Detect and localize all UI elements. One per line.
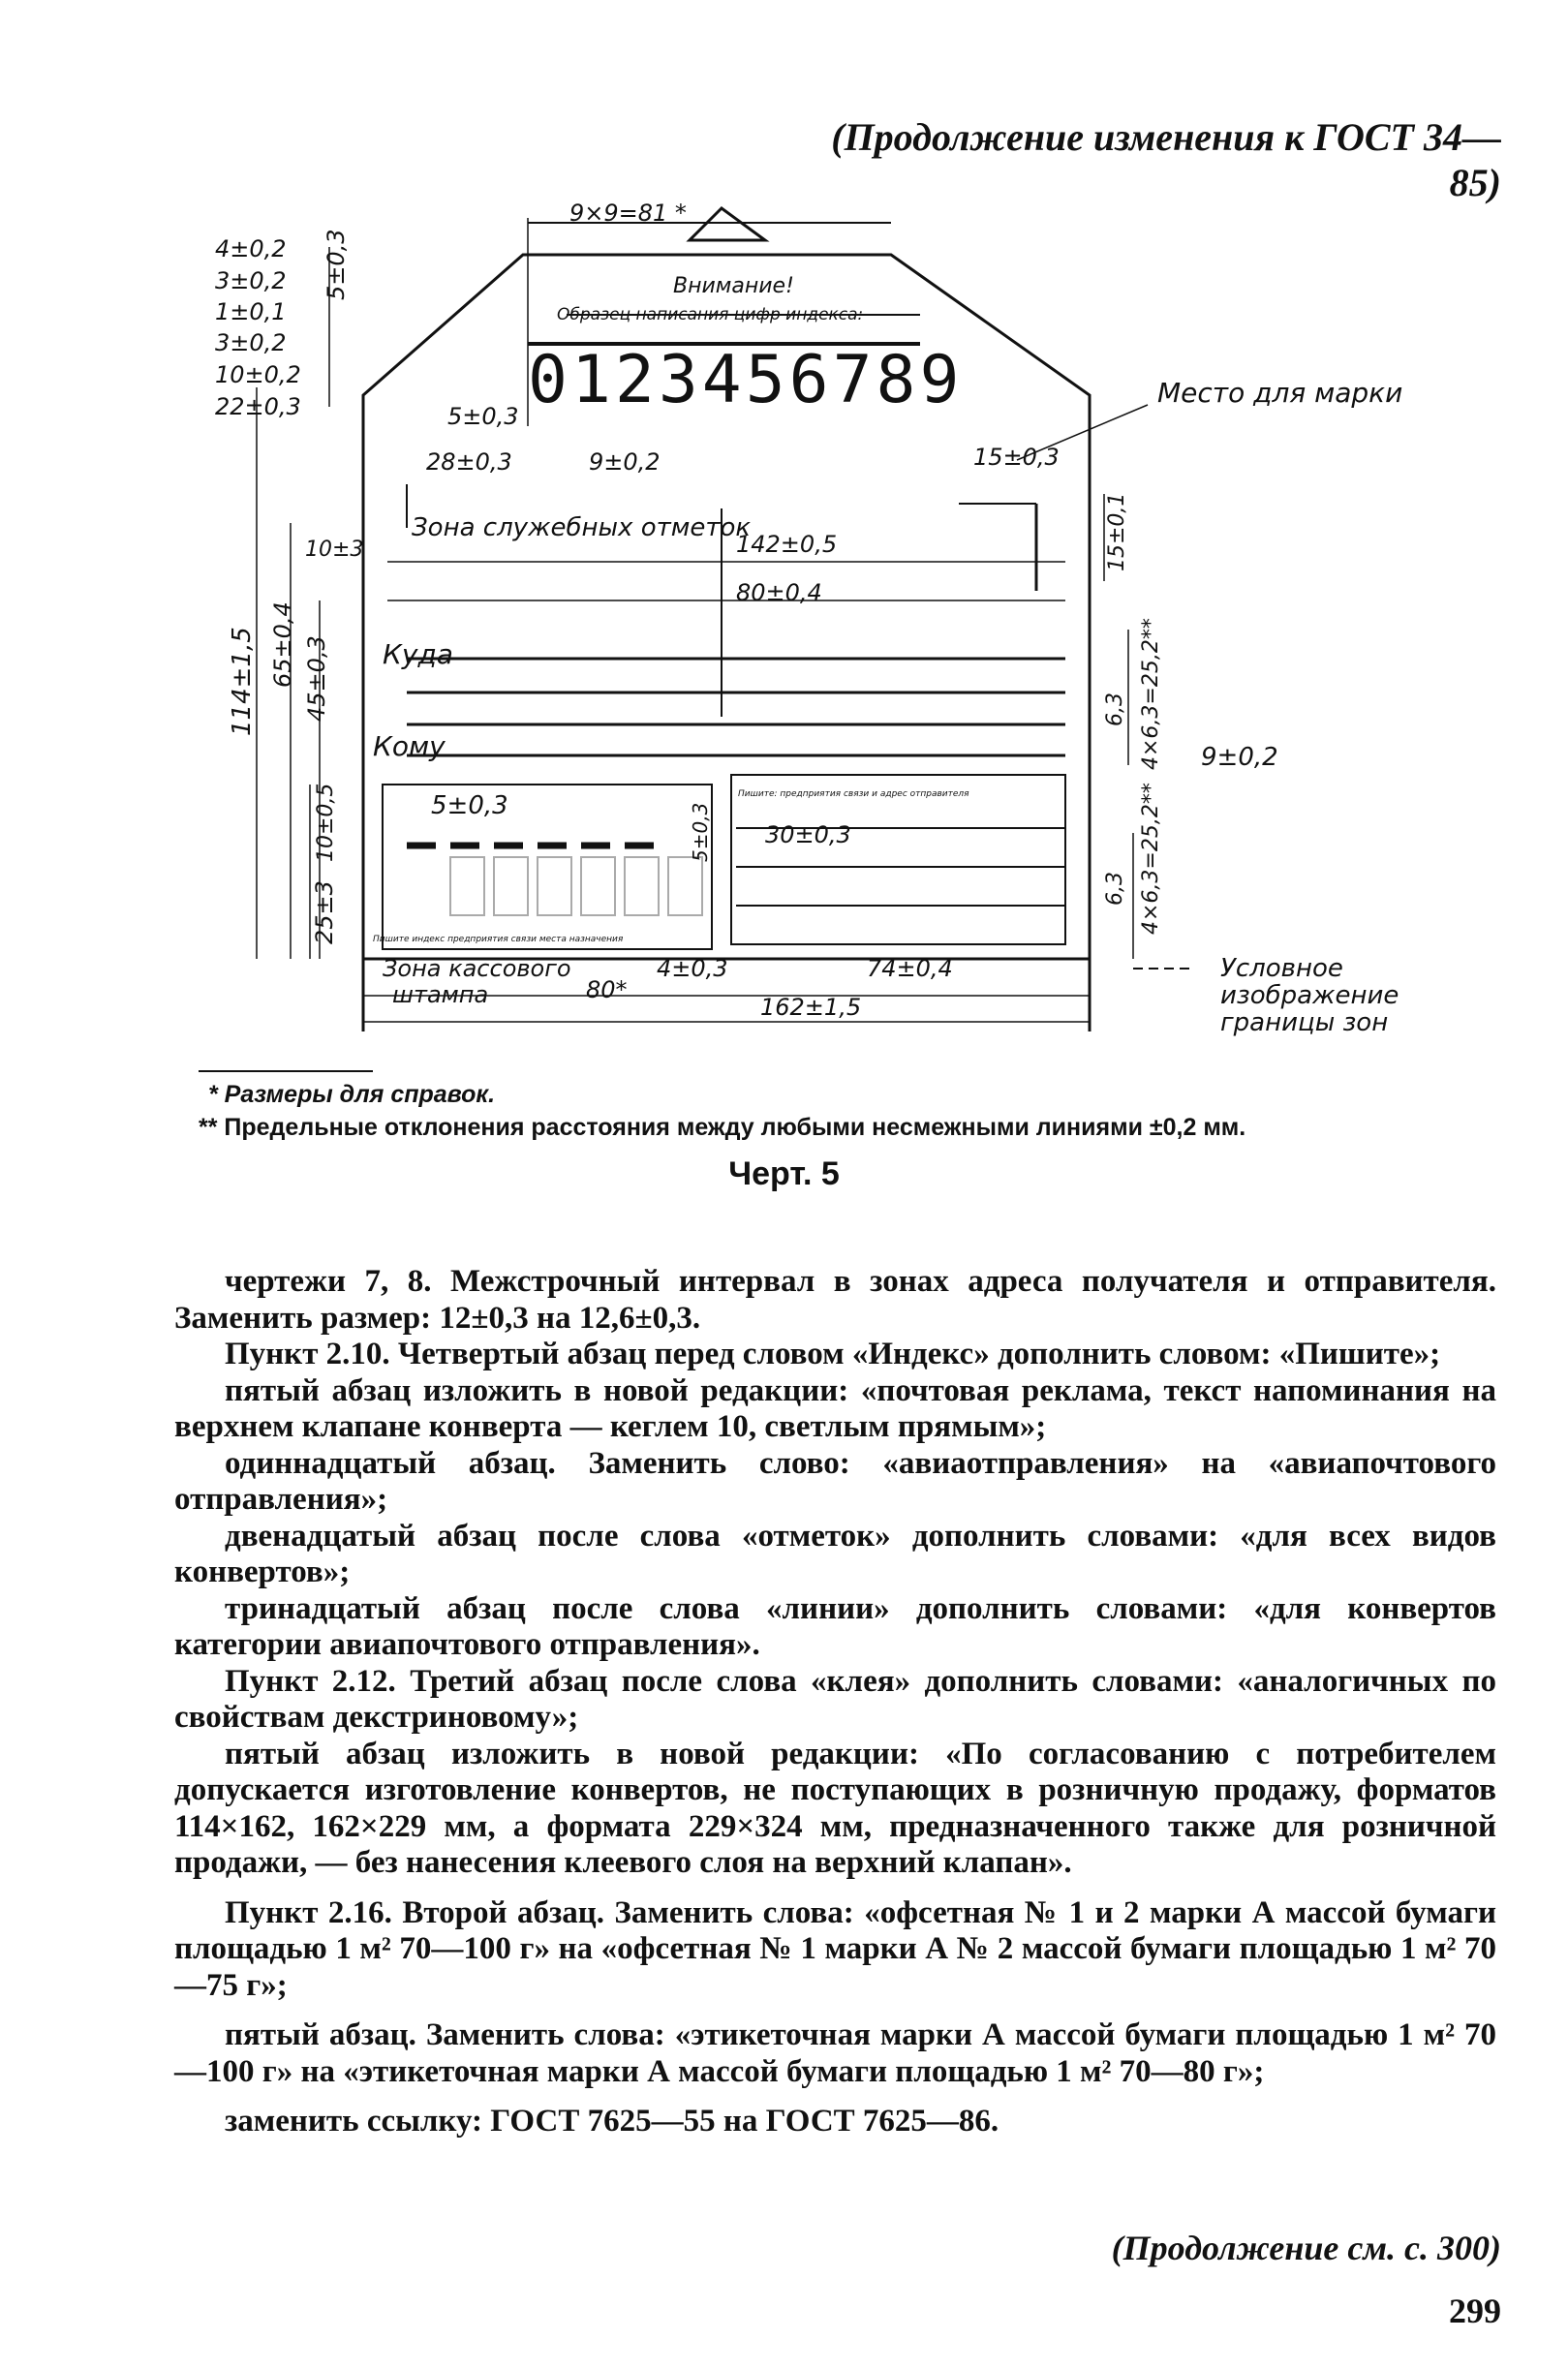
footnote-reference-sizes: * Размеры для справок. [208, 1081, 496, 1108]
dim-6-3-b: 6,3 [1103, 872, 1127, 906]
border-legend-2: изображение [1220, 981, 1399, 1010]
border-legend-1: Условное [1220, 954, 1343, 983]
dim-15-03: 15±0,3 [973, 444, 1060, 471]
zone-service-marks: Зона служебных отметок [412, 513, 752, 542]
paragraph: пятый абзац. Заменить слова: «этикеточная марки А массой бумаги площадью 1 м² 70—100 г» на «этикеточная марки А массой бумаги площадью 1 м² 70—80 г»; [174, 2017, 1496, 2089]
paragraph: Пункт 2.12. Третий абзац после слова «клея» дополнить словами: «аналогичных по свойствам декстриновому»; [174, 1663, 1496, 1735]
paragraph: пятый абзац изложить в новой редакции: «почтовая реклама, текст напоминания на верхнем клапане конверта — кеглем 10, светлым прямым»; [174, 1372, 1496, 1444]
envelope-drawing [0, 0, 1568, 1065]
dim-4x6-3-a: 4×6,3=25,2** [1139, 618, 1163, 770]
dim-9-02-top: 9±0,2 [589, 448, 661, 476]
page-number: 299 [1449, 2292, 1501, 2330]
body-text [174, 1264, 1496, 2140]
dim-45: 45±0,3 [303, 635, 330, 722]
stamp-place-label: Место для марки [1157, 377, 1403, 409]
dim-5-03-top: 5±0,3 [323, 229, 350, 300]
footnotes [199, 1070, 1496, 1144]
page-header: (Продолжение изменения к ГОСТ 34—85) [831, 115, 1501, 204]
border-legend-3: границы зон [1220, 1008, 1389, 1037]
triangle-mark [690, 208, 765, 240]
dim-4-03: 4±0,3 [657, 955, 728, 982]
left-dim-2: 3±0,2 [215, 267, 287, 294]
sender-hint: Пишите: предприятия связи и адрес отправителя [738, 789, 969, 799]
komu-label: Кому [373, 730, 446, 762]
paragraph: заменить ссылку: ГОСТ 7625—55 на ГОСТ 7625—86. [225, 2104, 999, 2139]
dim-4x6-3-b: 4×6,3=25,2** [1139, 783, 1163, 935]
warning-text: Образец написания цифр индекса: [557, 305, 864, 324]
dim-30: 30±0,3 [765, 821, 851, 848]
continued-note: (Продолжение см. с. 300) [1111, 2229, 1501, 2267]
dim-28: 28±0,3 [426, 448, 512, 476]
left-dim-6: 22±0,3 [215, 393, 301, 420]
footnote-rule [199, 1070, 373, 1072]
index-hint: Пишите индекс предприятия связи места назначения [373, 935, 624, 944]
dim-6-3-a: 6,3 [1103, 693, 1127, 726]
dim-25: 25±3 [311, 880, 338, 944]
left-dim-4: 3±0,2 [215, 329, 287, 356]
paragraph: Пункт 2.10. Четвертый абзац перед словом «Индекс» дополнить словом: «Пишите»; [225, 1337, 1441, 1371]
top-dimension: 9×9=81 * [569, 200, 687, 227]
paragraph: тринадцатый абзац после слова «линии» дополнить словами: «для конвертов категории авиапочтового отправления». [174, 1590, 1496, 1662]
dim-74: 74±0,4 [867, 955, 953, 982]
left-dim-5: 10±0,2 [215, 361, 301, 388]
paragraph: одиннадцатый абзац. Заменить слово: «авиаотправления» на «авиапочтового отправления»; [174, 1445, 1496, 1517]
dim-142: 142±0,5 [736, 531, 838, 558]
cash-stamp-line-1: Зона кассового [383, 955, 571, 982]
paragraph: двенадцатый абзац после слова «отметок» дополнить словами: «для всех видов конвертов»; [174, 1518, 1496, 1589]
figure-caption: Черт. 5 [728, 1155, 840, 1192]
cash-stamp-line-2: штампа [392, 981, 489, 1008]
dim-80x: 80* [586, 976, 628, 1003]
warning-title: Внимание! [673, 274, 794, 298]
dim-15-01: 15±0,1 [1105, 492, 1129, 571]
footnote-deviations: ** Предельные отклонения расстояния между любыми несмежными линиями ±0,2 мм. [199, 1114, 1246, 1141]
paragraph: пятый абзац изложить в новой редакции: «По согласованию с потребителем допускается изготовление конвертов, не поступающих в розничную продажу, форматов 114×162, 162×229 мм, а формата 229×324 мм, предназначенного также для розничной продажи, — без нанесения клеевого слоя на верхний клапан». [174, 1736, 1496, 1880]
dim-5-03-mid: 5±0,3 [447, 403, 519, 430]
drawing-labels [215, 200, 1402, 1037]
dim-10-05: 10±0,5 [314, 783, 338, 862]
dim-5-03-vertical: 5±0,3 [689, 802, 712, 862]
paragraph: чертежи 7, 8. Межстрочный интервал в зонах адреса получателя и отправителя. Заменить размер: 12±0,3 на 12,6±0,3. [174, 1264, 1496, 1336]
index-sample-digits: 0123456789 [528, 342, 964, 418]
dim-114: 114±1,5 [228, 627, 257, 736]
dim-162: 162±1,5 [760, 994, 862, 1021]
paragraph: Пункт 2.16. Второй абзац. Заменить слова: «офсетная № 1 и 2 марки А массой бумаги площадью 1 м² 70—100 г» на «офсетная № 1 марки А № 2 массой бумаги площадью 1 м² 70—75 г»; [174, 1894, 1496, 2003]
left-dim-3: 1±0,1 [215, 298, 287, 325]
dim-5-03-small: 5±0,3 [431, 791, 508, 820]
kuda-label: Куда [383, 638, 453, 670]
dim-10-3: 10±3 [305, 538, 364, 562]
left-dim-1: 4±0,2 [215, 235, 287, 262]
dim-65: 65±0,4 [269, 601, 296, 688]
dim-9-02-right: 9±0,2 [1201, 743, 1278, 772]
dim-80-04: 80±0,4 [736, 579, 822, 606]
